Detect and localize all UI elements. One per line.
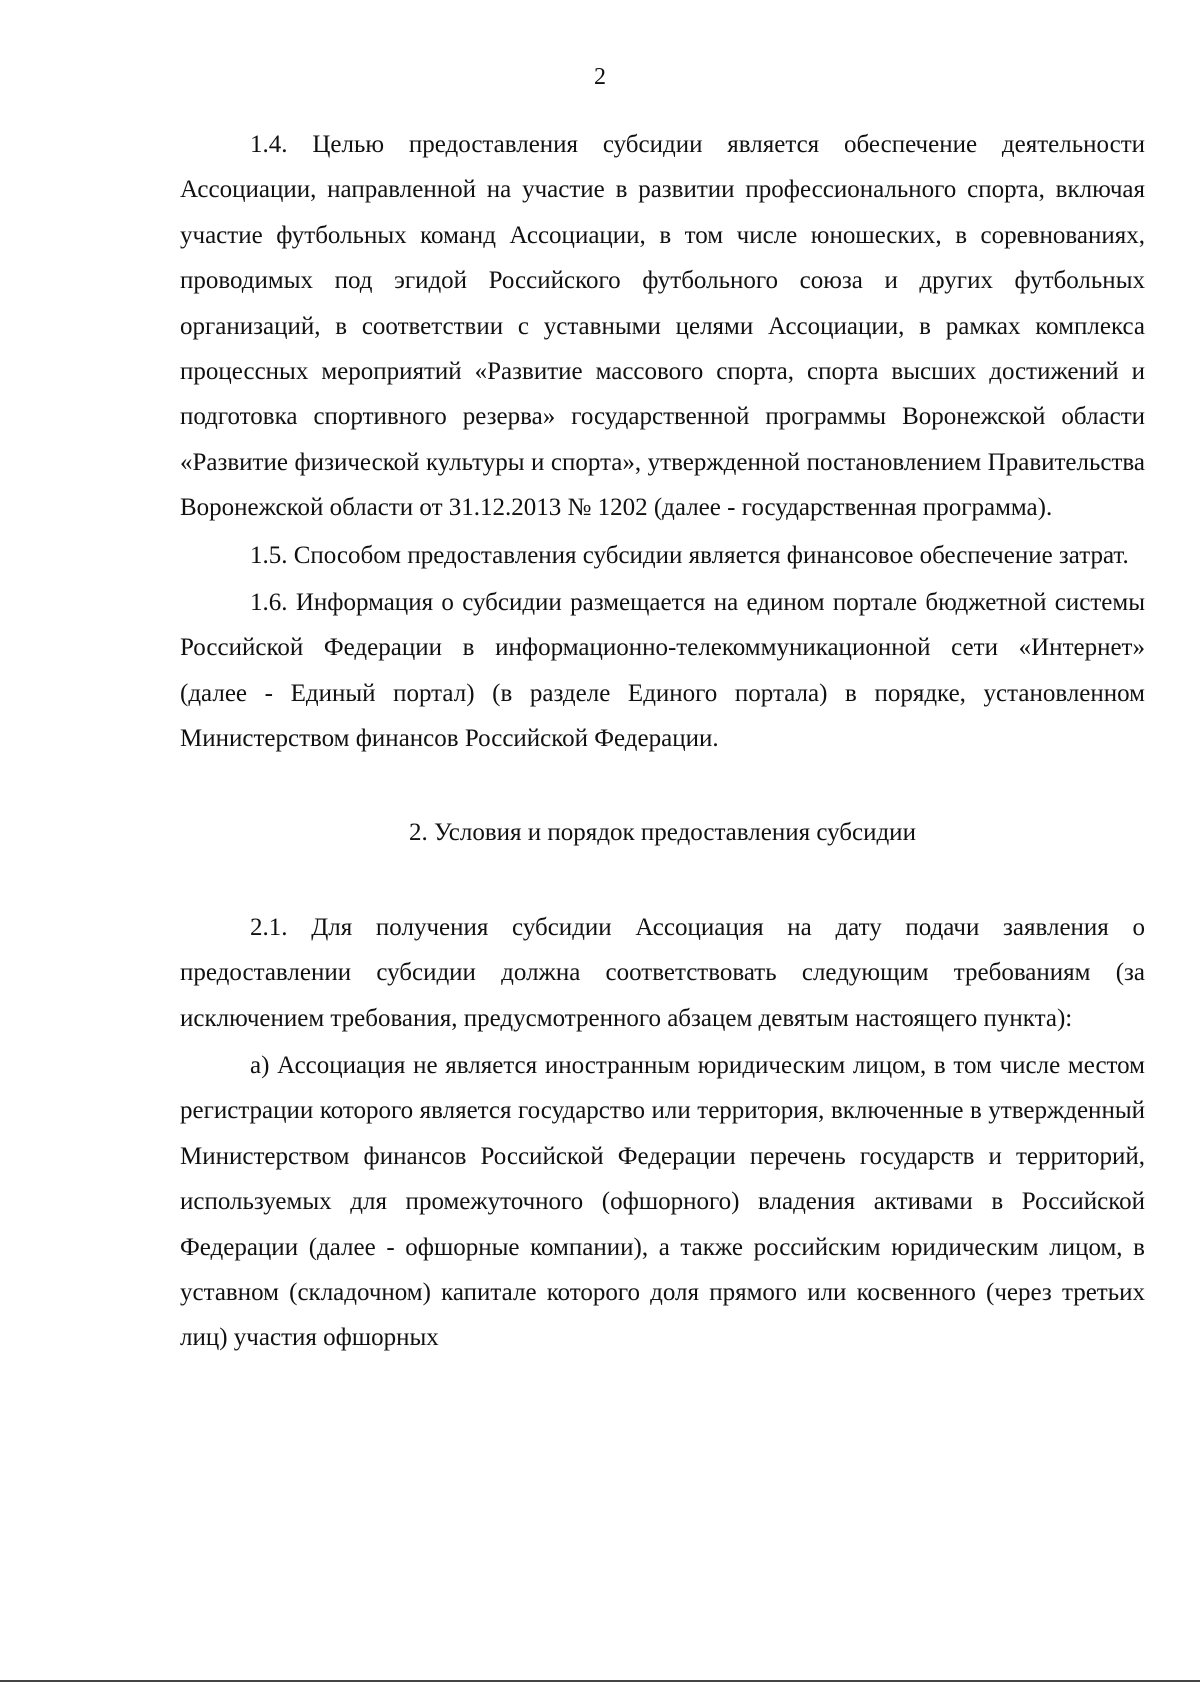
page-number: 2 [594,64,606,90]
paragraph-1-4: 1.4. Целью предоставления субсидии является обеспечение деятельности Ассоциации, направленной на участие в развитии профессионального спорта, включая участие футбольных команд Ассоциации, в том числе юношеских, в соревнованиях, проводимых под эгидой Российского футбольного союза и других футбольных организаций, в соответствии с уставными целями Ассоциации, в рамках комплекса процессных мероприятий «Развитие массового спорта, спорта высших достижений и подготовка спортивного резерва» государственной программы Воронежской области «Развитие физической культуры и спорта», утвержденной постановлением Правительства Воронежской области от 31.12.2013 № 1202 (далее - государственная программа). [180,131,1145,522]
section-2-heading: 2. Условия и порядок предоставления субсидии [409,818,916,846]
bottom-scan-edge-line [0,1680,1200,1682]
paragraph-2-1: 2.1. Для получения субсидии Ассоциация на дату подачи заявления о предоставлении субсидии должна соответствовать следующим требованиям (за исключением требования, предусмотренного абзацем девятым настоящего пункта): [180,913,1145,1032]
paragraph-1-6: 1.6. Информация о субсидии размещается на едином портале бюджетной системы Российской Федерации в информационно-телекоммуникационной сети «Интернет» (далее - Единый портал) (в разделе Единого портала) в порядке, установленном Министерством финансов Российской Федерации. [180,589,1145,753]
paragraph-2-1-a: а) Ассоциация не является иностранным юридическим лицом, в том числе местом регистрации которого является государство или территория, включенные в утвержденный Министерством финансов Российской Федерации перечень государств и территорий, используемых для промежуточного (офшорного) владения активами в Российской Федерации (далее - офшорные компании), а также российским юридическим лицом, в уставном (складочном) капитале которого доля прямого или косвенного (через третьих лиц) участия офшорных [180,1051,1145,1352]
document-body [180,122,1145,1363]
paragraph-1-5: 1.5. Способом предоставления субсидии является финансовое обеспечение затрат. [250,541,1129,569]
